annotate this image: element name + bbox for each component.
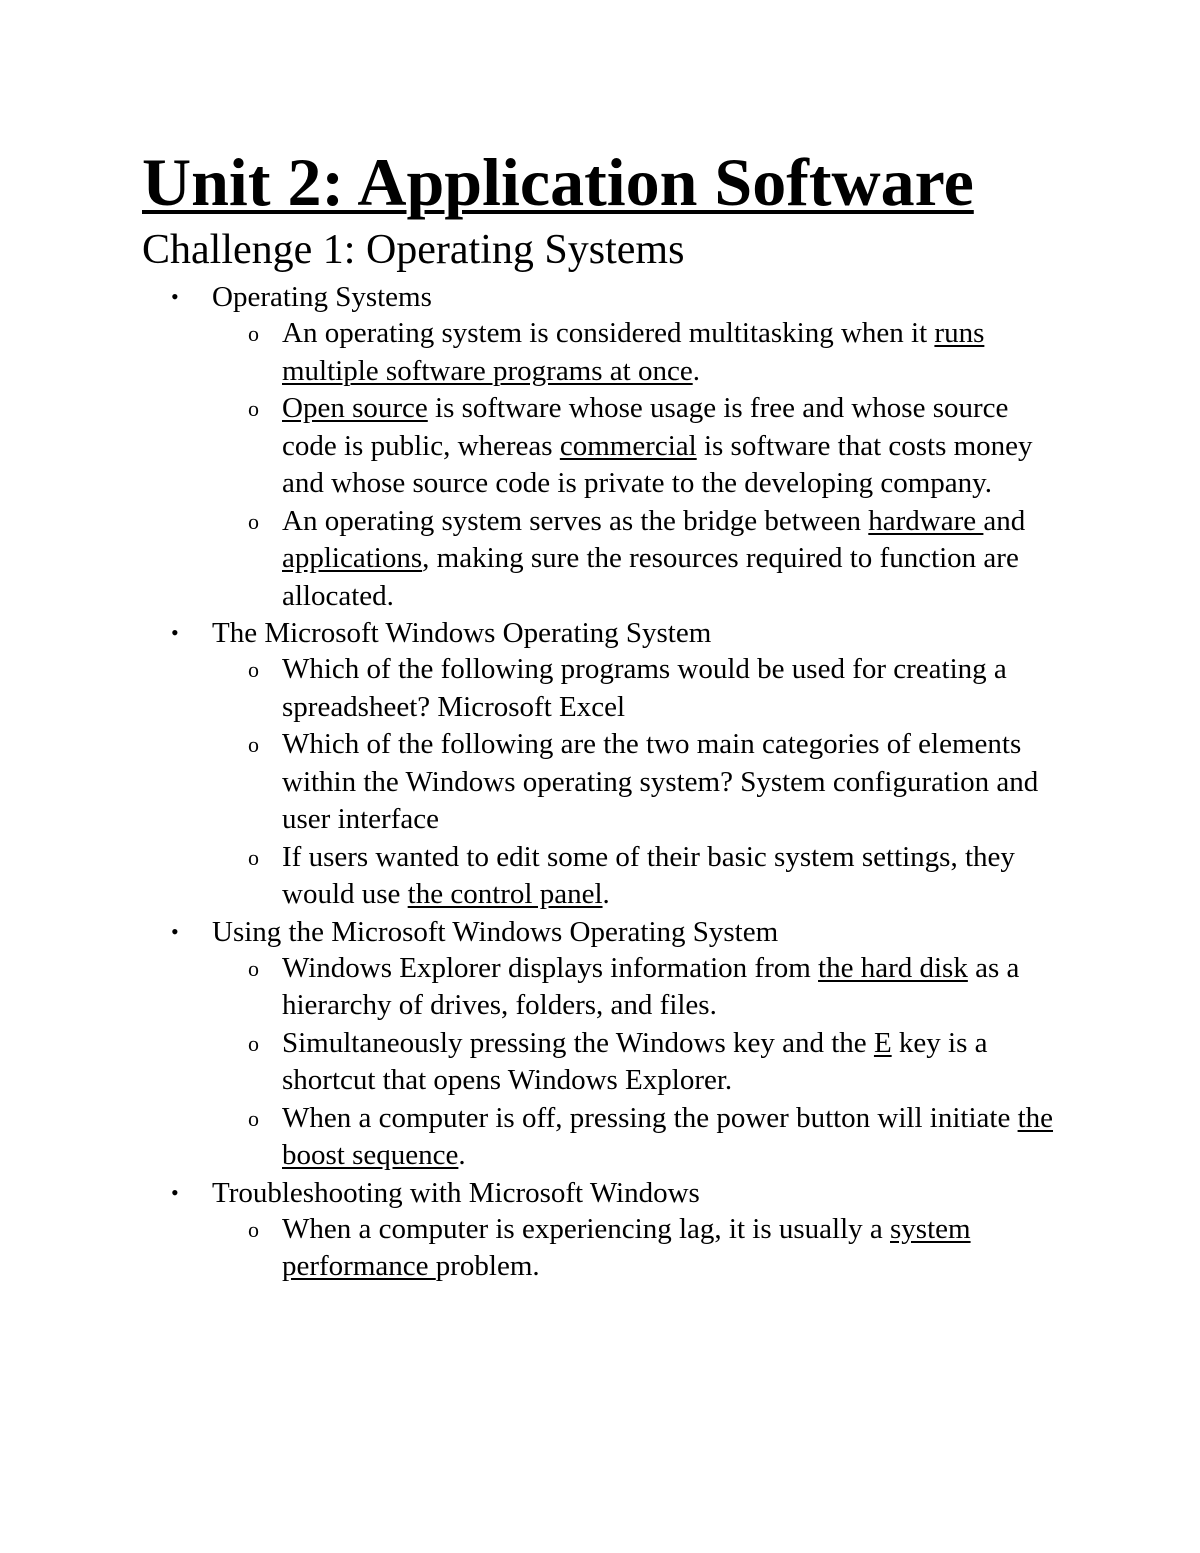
item-text: Which of the following are the two main categories of elements within the Windows operating system? System configuration and user interface [282,728,1039,835]
sub-list [212,315,1200,615]
underlined-term: applications [282,542,423,574]
section-heading: The Microsoft Windows Operating System [212,617,712,649]
sub-item [0,651,1062,726]
section-heading: Operating Systems [212,281,432,313]
sub-list [212,651,1200,914]
sub-list [212,1211,1200,1286]
sub-item [0,390,1062,503]
section-heading: Using the Microsoft Windows Operating System [212,915,779,948]
sub-item [0,950,1062,1025]
sub-list [212,950,1200,1175]
item-text: When a computer is experiencing lag, it is usually a [282,1212,891,1245]
item-text: . [602,878,610,910]
sub-item [0,726,1062,839]
item-text: and [983,504,1026,537]
underlined-term: runs multiple software programs at once [282,317,985,387]
item-text: problem. [435,1250,540,1282]
sub-item [0,503,1062,616]
circle-bullet-icon: o [248,657,259,682]
underlined-term: the boost sequence [282,1101,1054,1171]
bullet-icon: • [171,1179,179,1205]
item-text: Windows Explorer displays information from [282,951,819,984]
section-item [0,615,1200,914]
underlined-term: the control panel [407,878,603,910]
item-text: An operating system serves as the bridge between [282,504,869,537]
circle-bullet-icon: o [248,1105,259,1131]
item-text: Simultaneously pressing the Windows key and the [282,1026,874,1059]
circle-bullet-icon: o [248,321,259,346]
circle-bullet-icon: o [248,955,259,981]
item-text: is software that costs money and whose source code is private to the developing company. [282,429,1033,499]
sub-item [0,839,1062,914]
item-text: . [692,354,700,387]
circle-bullet-icon: o [248,732,259,757]
item-text: . [458,1139,466,1171]
section-heading: Troubleshooting with Microsoft Windows [212,1176,700,1209]
underlined-term: Open source [282,392,428,424]
challenge-heading: Challenge 1: Operating Systems [142,227,685,273]
item-text: Which of the following programs would be used for creating a spreadsheet? Microsoft Excel [282,653,1007,723]
bullet-icon: • [171,620,179,645]
bullet-icon: • [171,284,179,309]
section-item [0,279,1200,615]
underlined-term: hardware [868,504,984,537]
item-text: When a computer is off, pressing the power button will initiate [282,1101,1018,1134]
notes-outline [0,279,1200,1286]
bullet-icon: • [171,918,179,944]
underlined-term: the hard disk [818,951,968,984]
item-text: as a hierarchy of drives, folders, and files. [282,951,1020,1021]
circle-bullet-icon: o [248,1216,259,1242]
item-text: key is a shortcut that opens Windows Explorer. [282,1026,988,1096]
sub-item [0,1025,1062,1100]
circle-bullet-icon: o [248,1030,259,1056]
item-text: An operating system is considered multitasking when it [282,317,935,349]
sub-item [0,1211,1062,1286]
section-item [0,914,1200,1175]
item-text: If users wanted to edit some of their basic system settings, they would use [282,840,1015,910]
page-title: Unit 2: Application Software [142,144,974,220]
circle-bullet-icon: o [248,508,259,534]
underlined-term: commercial [559,429,697,462]
item-text: is software whose usage is free and whose source code is public, whereas [282,392,1009,462]
sub-item [0,1100,1062,1175]
item-text: , making sure the resources required to function are allocated. [282,542,1019,612]
circle-bullet-icon: o [248,396,259,421]
section-item [0,1175,1200,1286]
underlined-term: E [873,1026,892,1059]
circle-bullet-icon: o [248,844,259,870]
underlined-term: system performance [282,1212,971,1282]
sub-item [0,315,1062,390]
